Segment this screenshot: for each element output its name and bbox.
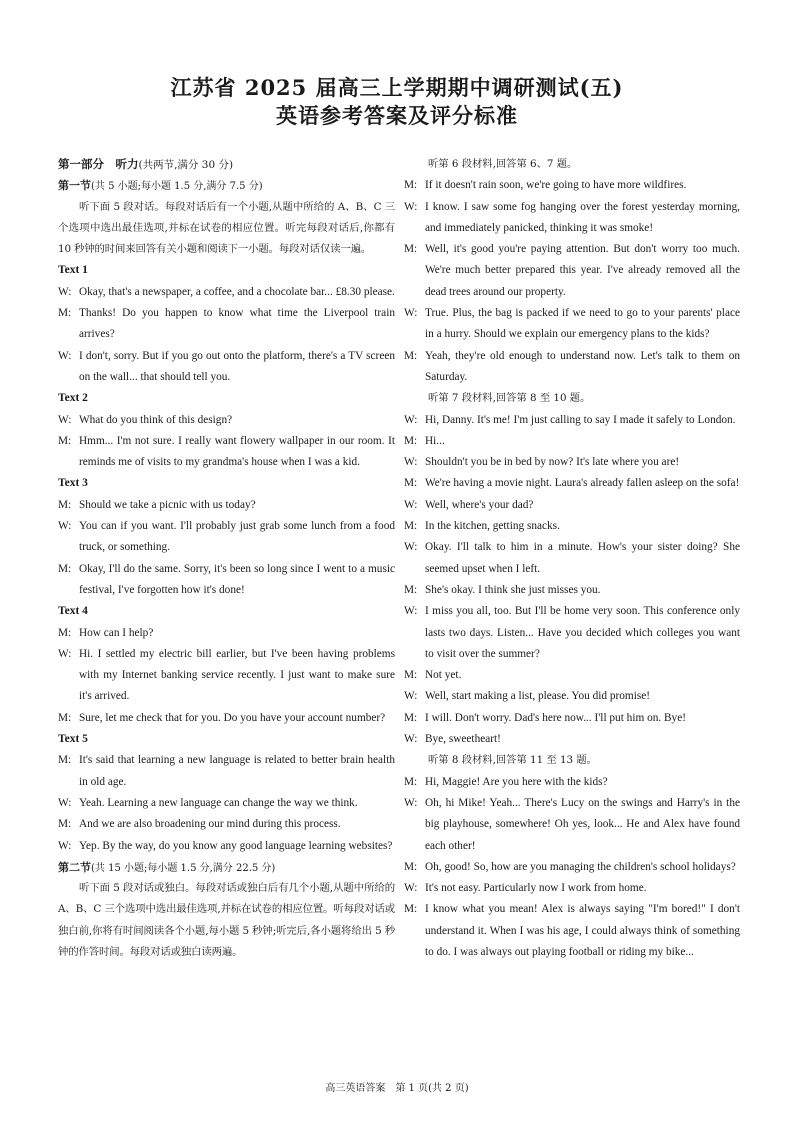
line-text: If it doesn't rain soon, we're going to have more wildfires.: [425, 179, 687, 192]
text-label: Text 3: [58, 477, 88, 490]
speaker-label: M:: [58, 626, 72, 639]
part-heading: [58, 154, 395, 175]
speaker-label: M:: [58, 754, 72, 767]
line-text: Not yet.: [425, 669, 462, 682]
text-label: Text 4: [58, 605, 88, 618]
dialogue-line: [58, 303, 395, 346]
line-text: Hi, Danny. It's me! I'm just calling to say I made it safely to London.: [425, 413, 736, 426]
speaker-label: M:: [404, 711, 418, 724]
dialogue-line: [404, 665, 740, 686]
section-heading: [58, 175, 395, 196]
line-text: What do you think of this design?: [79, 413, 233, 426]
line-text: Okay, that's a newspaper, a coffee, and a chocolate bar... £8.30 please.: [79, 285, 395, 298]
line-text: How can I help?: [79, 626, 154, 639]
dialogue-texts: [58, 260, 395, 856]
dialogue-line: [404, 793, 740, 857]
material-heading: 听第 7 段材料,回答第 8 至 10 题。: [428, 392, 591, 405]
dialogue-line: [58, 346, 395, 389]
line-text: We're having a movie night. Laura's already fallen asleep on the sofa!: [425, 477, 740, 490]
line-text: Well, start making a list, please. You did promise!: [425, 690, 650, 703]
text-label: Text 5: [58, 733, 88, 746]
dialogue-line: [404, 197, 740, 240]
dialogue-line: [404, 410, 740, 431]
line-text: Should we take a picnic with us today?: [79, 498, 256, 511]
section-score: (共 5 小题;每小题 1.5 分,满分 7.5 分): [91, 181, 263, 193]
dialogue-line: [404, 346, 740, 389]
speaker-label: W:: [58, 349, 72, 362]
dialogue-line: [58, 708, 395, 729]
dialogue-line: [58, 410, 395, 431]
dialogue-line: [404, 601, 740, 665]
document-title: [0, 74, 794, 130]
dialogue-line: [58, 495, 395, 516]
line-text: Hi. I settled my electric bill earlier, but I've been having problems with my Internet banking service recently. I just want to make sure it's arrived.: [79, 647, 395, 703]
line-text: Thanks! Do you happen to know what time the Liverpool train arrives?: [79, 307, 395, 341]
line-text: Oh, good! So, how are you managing the children's school holidays?: [425, 860, 736, 873]
line-text: Hi...: [425, 434, 445, 447]
text-label: Text 2: [58, 392, 88, 405]
speaker-label: M:: [58, 818, 72, 831]
dialogue-line: [404, 473, 740, 494]
section-instruction: 听下面 5 段对话。每段对话后有一个小题,从题中所给的 A、B、C 三个选项中选出最佳选项,并标在试卷的相应位置。听完每段对话后,你都有 10 秒钟的时间来回答有关小题和阅读下一小题。每段对话仅读一遍。: [58, 200, 395, 256]
dialogue-line: [404, 495, 740, 516]
speaker-label: W:: [58, 647, 72, 660]
section-name: 第一节: [58, 179, 91, 193]
dialogue-line: [58, 793, 395, 814]
dialogue-line: [58, 559, 395, 602]
dialogue-line: [404, 772, 740, 793]
line-text: Yeah, they're old enough to understand now. Let's talk to them on Saturday.: [425, 349, 740, 383]
speaker-label: W:: [404, 498, 418, 511]
speaker-label: M:: [404, 903, 418, 916]
speaker-label: M:: [404, 860, 418, 873]
text-label: Text 1: [58, 264, 88, 277]
dialogue-line: [404, 452, 740, 473]
dialogue-line: [58, 431, 395, 474]
line-text: You can if you want. I'll probably just grab some lunch from a food truck, or something.: [79, 520, 395, 554]
speaker-label: W:: [404, 796, 418, 809]
speaker-label: M:: [58, 434, 72, 447]
line-text: I know. I saw some fog hanging over the forest yesterday morning, and immediately panicked, thinking it was smoke!: [425, 200, 740, 234]
right-column: [404, 154, 740, 963]
speaker-label: M:: [404, 477, 418, 490]
dialogue-line: [404, 857, 740, 878]
line-text: Okay. I'll talk to him in a minute. How's your sister doing? She seemed upset when I left.: [425, 541, 740, 575]
material-heading: 听第 8 段材料,回答第 11 至 13 题。: [428, 754, 597, 767]
dialogue-line: [404, 878, 740, 899]
dialogue-line: [58, 750, 395, 793]
line-text: Shouldn't you be in bed by now? It's late where you are!: [425, 456, 680, 469]
title-line-2: 英语参考答案及评分标准: [276, 103, 518, 128]
dialogue-line: [404, 431, 740, 452]
line-text: Sure, let me check that for you. Do you have your account number?: [79, 711, 386, 724]
speaker-label: M:: [404, 243, 418, 256]
dialogue-line: [404, 516, 740, 537]
speaker-label: W:: [58, 796, 72, 809]
dialogue-line: [404, 708, 740, 729]
speaker-label: W:: [58, 839, 72, 852]
speaker-label: W:: [58, 285, 72, 298]
dialogue-line: [404, 537, 740, 580]
left-column: [58, 154, 395, 963]
dialogue-line: [404, 686, 740, 707]
dialogue-line: [58, 623, 395, 644]
dialogue-line: [58, 282, 395, 303]
line-text: Okay, I'll do the same. Sorry, it's been so long since I went to a music festival, I've forgotten how it's done!: [79, 562, 395, 596]
line-text: It's not easy. Particularly now I work from home.: [425, 882, 647, 895]
speaker-label: M:: [404, 669, 418, 682]
line-text: I don't, sorry. But if you go out onto the platform, there's a TV screen on the wall... that should tell you.: [79, 349, 395, 383]
speaker-label: M:: [404, 349, 418, 362]
speaker-label: M:: [404, 520, 418, 533]
dialogue-line: [58, 836, 395, 857]
speaker-label: M:: [404, 179, 418, 192]
part-score: (共两节,满分 30 分): [138, 159, 234, 171]
line-text: Oh, hi Mike! Yeah... There's Lucy on the swings and Harry's in the big playhouse, somewhere! Oh yes, look... He and Alex have found each other!: [425, 796, 740, 852]
dialogue-line: [404, 175, 740, 196]
dialogue-line: [404, 239, 740, 303]
dialogue-line: [404, 729, 740, 750]
material-heading: 听第 6 段材料,回答第 6、7 题。: [428, 158, 578, 170]
line-text: I will. Don't worry. Dad's here now... I'll put him on. Bye!: [425, 711, 686, 724]
line-text: She's okay. I think she just misses you.: [425, 583, 601, 596]
speaker-label: M:: [58, 711, 72, 724]
line-text: In the kitchen, getting snacks.: [425, 520, 560, 533]
speaker-label: W:: [404, 690, 418, 703]
line-text: Bye, sweetheart!: [425, 733, 501, 746]
line-text: I know what you mean! Alex is always saying "I'm bored!" I don't understand it. When I was his age, I could always think of something to do. I was always out playing football or riding my bike...: [425, 903, 740, 958]
line-text: Yep. By the way, do you know any good language learning websites?: [79, 839, 393, 852]
dialogue-line: [404, 580, 740, 601]
dialogue-line: [58, 644, 395, 708]
speaker-label: M:: [58, 498, 72, 511]
line-text: Hi, Maggie! Are you here with the kids?: [425, 775, 608, 788]
section-instruction: 听下面 5 段对话或独白。每段对话或独白后有几个小题,从题中所给的 A、B、C 三个选项中选出最佳选项,并标在试卷的相应位置。听每段对话或独白前,你将有时间阅读各个小题,每小题 5 秒钟;听完后,各小题将给出 5 秒钟的作答时间。每段对话或独白读两遍。: [58, 882, 395, 958]
speaker-label: W:: [58, 520, 72, 533]
speaker-label: W:: [404, 541, 418, 554]
line-text: And we are also broadening our mind during this process.: [79, 818, 341, 831]
line-text: I miss you all, too. But I'll be home very soon. This conference only lasts two days. Listen... Have you decided which colleges you want to visit over the summer?: [425, 605, 740, 660]
speaker-label: M:: [58, 307, 72, 320]
line-text: Hmm... I'm not sure. I really want flowery wallpaper in our room. It reminds me of visits to my grandma's house when I was a kid.: [79, 434, 395, 469]
speaker-label: W:: [404, 200, 418, 213]
section-heading: [58, 857, 395, 878]
dialogue-line: [404, 899, 740, 963]
speaker-label: W:: [404, 307, 418, 320]
speaker-label: W:: [58, 413, 72, 426]
line-text: True. Plus, the bag is packed if we need to go to your parents' place in a hurry. Should we explain our emergency plans to the kids?: [425, 307, 740, 341]
speaker-label: W:: [404, 733, 418, 746]
speaker-label: W:: [404, 882, 418, 895]
dialogue-line: [58, 814, 395, 835]
speaker-label: W:: [404, 413, 418, 426]
speaker-label: W:: [404, 456, 418, 469]
line-text: Well, where's your dad?: [425, 498, 534, 511]
section-name: 第二节: [58, 860, 91, 874]
speaker-label: W:: [404, 605, 418, 618]
speaker-label: M:: [58, 562, 72, 575]
speaker-label: M:: [404, 775, 418, 788]
section-score: (共 15 小题;每小题 1.5 分,满分 22.5 分): [91, 862, 276, 874]
dialogue-line: [404, 303, 740, 346]
line-text: Well, it's good you're paying attention. But don't worry too much. We're much better prepared this year. I've already removed all the dead trees around our property.: [425, 243, 740, 298]
title-line-1: 江苏省 2025 届高三上学期期中调研测试(五): [170, 75, 624, 100]
part-name: 第一部分 听力: [58, 157, 139, 171]
line-text: It's said that learning a new language is related to better brain health in old age.: [79, 754, 395, 788]
dialogue-line: [58, 516, 395, 559]
line-text: Yeah. Learning a new language can change the way we think.: [79, 796, 358, 809]
speaker-label: M:: [404, 434, 418, 447]
speaker-label: M:: [404, 583, 418, 596]
page-footer: 高三英语答案 第 1 页(共 2 页): [325, 1083, 469, 1094]
